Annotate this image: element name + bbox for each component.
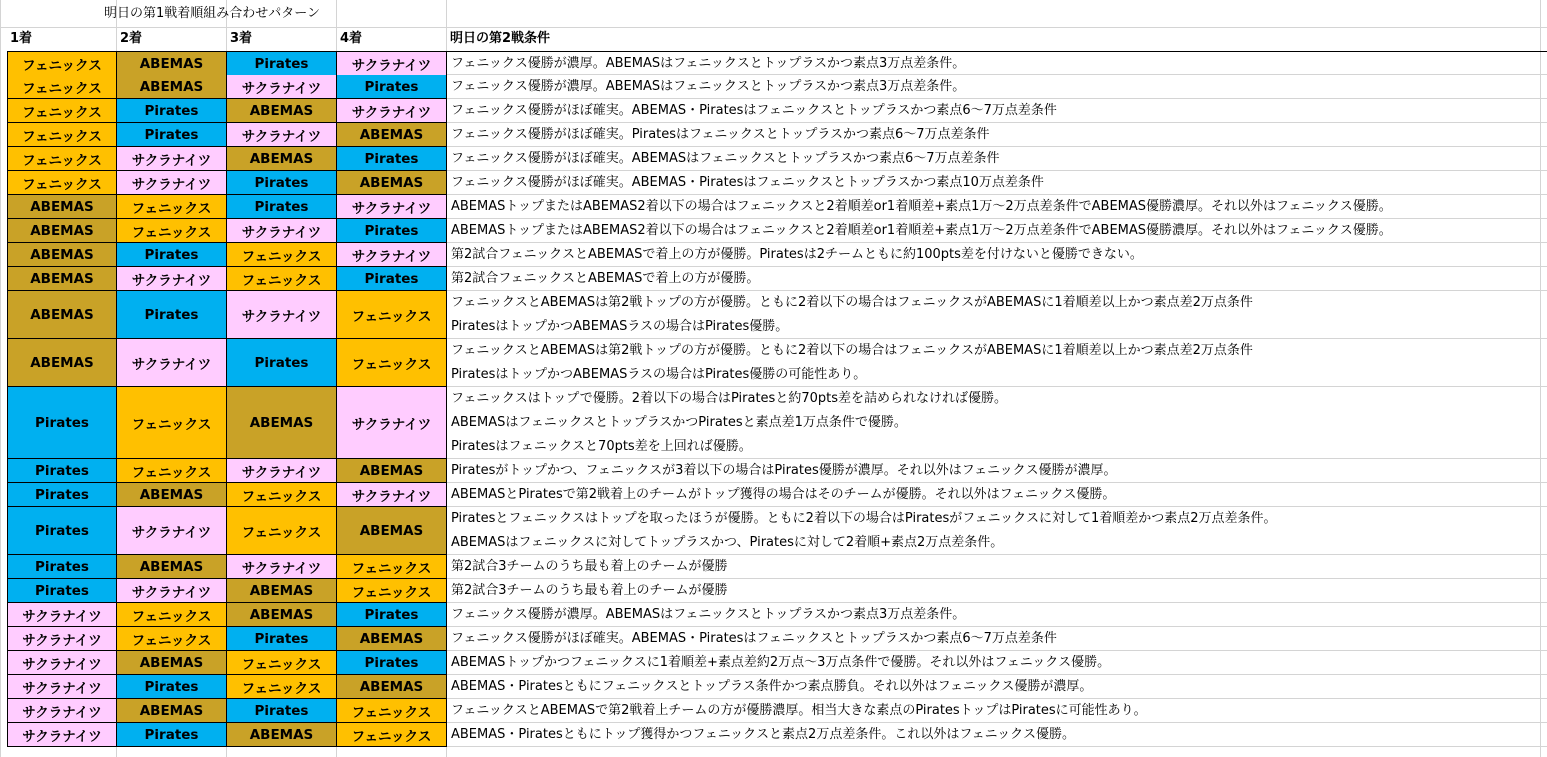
condition-cell[interactable] — [451, 123, 1547, 147]
condition-text: 第2試合フェニックスとABEMASで着上の方が優勝。Piratesは2チームともに約100pts差を付けないと優勝できない。 — [451, 247, 1143, 262]
team-cell[interactable]: フェニックス — [227, 507, 337, 555]
table-row — [7, 483, 1547, 507]
team-cell[interactable]: ABEMAS — [7, 243, 117, 267]
condition-cell[interactable] — [451, 483, 1547, 507]
header-conditions: 明日の第2戦条件 — [450, 31, 551, 46]
condition-cell[interactable] — [451, 579, 1547, 603]
gridline — [447, 74, 1547, 75]
condition-text: ABEMASトップまたはABEMAS2着以下の場合はフェニックスと2着順差or1着順差+素点1万～2万点差条件でABEMAS優勝濃厚。それ以外はフェニックス優勝。 — [451, 199, 1392, 214]
team-cell[interactable]: ABEMAS — [7, 291, 117, 339]
condition-text: ABEMAS・Piratesともにトップ獲得かつフェニックスと素点2万点差条件。これ以外はフェニックス優勝。 — [451, 727, 1076, 742]
condition-cell[interactable] — [451, 459, 1547, 483]
team-cell[interactable]: フェニックス — [117, 387, 227, 459]
team-cell[interactable]: サクラナイツ — [117, 267, 227, 291]
condition-text: ABEMASはフェニックスとトップラスかつPiratesと素点差1万点条件で優勝。 — [451, 415, 907, 430]
table-row — [7, 699, 1547, 723]
team-cell[interactable]: サクラナイツ — [337, 483, 447, 507]
team-cell[interactable]: サクラナイツ — [337, 52, 447, 76]
team-cell[interactable]: Pirates — [117, 99, 227, 123]
condition-text: PiratesはトップかつABEMASラスの場合はPirates優勝の可能性あり。 — [451, 367, 867, 382]
team-cell[interactable]: フェニックス — [117, 219, 227, 243]
team-cell[interactable]: サクラナイツ — [7, 603, 117, 627]
team-cell[interactable]: サクラナイツ — [117, 579, 227, 603]
table-row — [7, 723, 1547, 747]
condition-text: フェニックスとABEMASで第2戦着上チームの方が優勝濃厚。相当大きな素点のPiratesトップはPiratesに可能性あり。 — [451, 703, 1147, 718]
condition-text: PiratesはトップかつABEMASラスの場合はPirates優勝。 — [451, 319, 789, 334]
team-cell[interactable]: Pirates — [227, 339, 337, 387]
team-cell[interactable]: サクラナイツ — [117, 507, 227, 555]
team-cell[interactable]: フェニックス — [227, 675, 337, 699]
team-cell[interactable]: Pirates — [7, 387, 117, 459]
gridline — [447, 242, 1547, 243]
condition-cell[interactable] — [451, 267, 1547, 291]
team-cell[interactable]: Pirates — [7, 579, 117, 603]
condition-text: フェニックス優勝がほぼ確実。ABEMAS・Piratesはフェニックスとトップラスかつ素点10万点差条件 — [451, 175, 1044, 190]
condition-text: ABEMASはフェニックスに対してトップラスかつ、Piratesに対して2着順+素点2万点差条件。 — [451, 535, 1004, 550]
sheet-title: 明日の第1戦着順組み合わせパターン — [104, 6, 321, 21]
team-cell[interactable]: フェニックス — [337, 699, 447, 723]
team-cell[interactable]: サクラナイツ — [227, 75, 337, 99]
condition-text: フェニックス優勝がほぼ確実。ABEMAS・Piratesはフェニックスとトップラスかつ素点6～7万点差条件 — [451, 103, 1057, 118]
team-cell[interactable]: サクラナイツ — [227, 123, 337, 147]
team-cell[interactable]: サクラナイツ — [227, 459, 337, 483]
team-cell[interactable]: フェニックス — [7, 147, 117, 171]
gridline — [447, 746, 1547, 747]
team-cell[interactable]: サクラナイツ — [227, 219, 337, 243]
team-cell[interactable]: Pirates — [337, 603, 447, 627]
condition-cell[interactable] — [451, 75, 1547, 99]
condition-text: 第2試合フェニックスとABEMASで着上の方が優勝。 — [451, 271, 760, 286]
gridline — [447, 698, 1547, 699]
condition-cell[interactable] — [451, 339, 1547, 387]
condition-text: フェニックス優勝が濃厚。ABEMASはフェニックスとトップラスかつ素点3万点差条件。 — [451, 79, 966, 94]
table-row — [7, 75, 1547, 99]
condition-cell[interactable] — [451, 171, 1547, 195]
table-row — [7, 195, 1547, 219]
team-cell[interactable]: Pirates — [117, 123, 227, 147]
condition-text: ABEMAS・Piratesともにフェニックスとトップラス条件かつ素点勝負。それ以外はフェニックス優勝が濃厚。 — [451, 679, 1093, 694]
team-cell[interactable]: フェニックス — [117, 627, 227, 651]
table-row — [7, 51, 1547, 76]
team-cell[interactable]: フェニックス — [117, 459, 227, 483]
team-cell[interactable]: サクラナイツ — [7, 651, 117, 675]
gridline — [447, 122, 1547, 123]
team-cell[interactable]: フェニックス — [337, 555, 447, 579]
condition-cell[interactable] — [451, 147, 1547, 171]
gridline — [447, 338, 1547, 339]
table-row — [7, 675, 1547, 699]
condition-text: Piratesとフェニックスはトップを取ったほうが優勝。ともに2着以下の場合はPiratesがフェニックスに対して1着順差かつ素点2万点差条件。 — [451, 511, 1277, 526]
table-row — [7, 291, 1547, 339]
team-cell[interactable]: ABEMAS — [7, 219, 117, 243]
condition-cell[interactable] — [451, 627, 1547, 651]
condition-text: ABEMASトップまたはABEMAS2着以下の場合はフェニックスと2着順差or1着順差+素点1万～2万点差条件でABEMAS優勝濃厚。それ以外はフェニックス優勝。 — [451, 223, 1392, 238]
table-row — [7, 603, 1547, 627]
condition-cell[interactable] — [451, 507, 1547, 555]
team-cell[interactable]: フェニックス — [227, 267, 337, 291]
condition-cell[interactable] — [451, 219, 1547, 243]
team-cell[interactable]: Pirates — [337, 147, 447, 171]
team-cell[interactable]: ABEMAS — [227, 147, 337, 171]
team-cell[interactable]: Pirates — [7, 555, 117, 579]
gridline — [447, 602, 1547, 603]
team-cell[interactable]: サクラナイツ — [117, 147, 227, 171]
team-cell[interactable]: フェニックス — [337, 339, 447, 387]
gridline — [447, 170, 1547, 171]
table-row — [7, 267, 1547, 291]
table-row — [7, 555, 1547, 579]
gridline — [447, 674, 1547, 675]
team-cell[interactable]: ABEMAS — [7, 267, 117, 291]
team-cell[interactable]: サクラナイツ — [337, 243, 447, 267]
team-cell[interactable]: サクラナイツ — [337, 99, 447, 123]
team-cell[interactable]: サクラナイツ — [7, 723, 117, 747]
team-cell[interactable]: ABEMAS — [227, 99, 337, 123]
condition-cell[interactable] — [451, 723, 1547, 747]
condition-text: 第2試合3チームのうち最も着上のチームが優勝 — [451, 583, 728, 598]
table-row — [7, 507, 1547, 555]
gridline — [447, 290, 1547, 291]
team-cell[interactable]: Pirates — [117, 243, 227, 267]
condition-text: フェニックス優勝がほぼ確実。ABEMAS・Piratesはフェニックスとトップラスかつ素点6～7万点差条件 — [451, 631, 1057, 646]
condition-text: フェニックス優勝が濃厚。ABEMASはフェニックスとトップラスかつ素点3万点差条件。 — [451, 607, 966, 622]
condition-cell[interactable] — [451, 675, 1547, 699]
team-cell[interactable]: サクラナイツ — [7, 699, 117, 723]
team-cell[interactable]: Pirates — [337, 267, 447, 291]
team-cell[interactable]: Pirates — [227, 195, 337, 219]
table-row — [7, 387, 1547, 459]
team-cell[interactable]: ABEMAS — [7, 339, 117, 387]
team-cell[interactable]: ABEMAS — [117, 651, 227, 675]
condition-text: ABEMASトップかつフェニックスに1着順差+素点差約2万点～3万点条件で優勝。それ以外はフェニックス優勝。 — [451, 655, 1111, 670]
table-row — [7, 147, 1547, 171]
team-cell[interactable]: フェニックス — [7, 123, 117, 147]
condition-text: フェニックス優勝がほぼ確実。ABEMASはフェニックスとトップラスかつ素点6～7万点差条件 — [451, 151, 1000, 166]
condition-text: Piratesがトップかつ、フェニックスが3着以下の場合はPirates優勝が濃厚。それ以外はフェニックス優勝が濃厚。 — [451, 463, 1117, 478]
condition-cell[interactable] — [451, 651, 1547, 675]
team-cell[interactable]: ABEMAS — [117, 483, 227, 507]
table-row — [7, 243, 1547, 267]
team-cell[interactable]: サクラナイツ — [337, 387, 447, 459]
team-cell[interactable]: フェニックス — [7, 99, 117, 123]
condition-cell[interactable] — [451, 99, 1547, 123]
team-cell[interactable]: ABEMAS — [227, 387, 337, 459]
gridline — [447, 98, 1547, 99]
team-cell[interactable]: フェニックス — [7, 52, 117, 76]
table-row — [7, 627, 1547, 651]
team-cell[interactable]: ABEMAS — [227, 603, 337, 627]
team-cell[interactable]: Pirates — [7, 507, 117, 555]
condition-text: フェニックスとABEMASは第2戦トップの方が優勝。ともに2着以下の場合はフェニックスがABEMASに1着順差以上かつ素点差2万点条件 — [451, 295, 1253, 310]
team-cell[interactable]: フェニックス — [227, 651, 337, 675]
team-cell[interactable]: フェニックス — [227, 483, 337, 507]
table-row — [7, 171, 1547, 195]
team-cell[interactable]: サクラナイツ — [227, 555, 337, 579]
gridline — [447, 458, 1547, 459]
team-cell[interactable]: Pirates — [117, 291, 227, 339]
condition-cell[interactable] — [451, 603, 1547, 627]
header-4th: 4着 — [340, 31, 363, 46]
team-cell[interactable]: Pirates — [7, 483, 117, 507]
team-cell[interactable]: ABEMAS — [337, 507, 447, 555]
gridline — [447, 554, 1547, 555]
gridline — [447, 578, 1547, 579]
team-cell[interactable]: Pirates — [227, 52, 337, 76]
team-cell[interactable]: フェニックス — [227, 243, 337, 267]
table-row — [7, 123, 1547, 147]
condition-text: フェニックス優勝がほぼ確実。Piratesはフェニックスとトップラスかつ素点6～7万点差条件 — [451, 127, 990, 142]
gridline — [447, 482, 1547, 483]
team-cell[interactable]: Pirates — [337, 219, 447, 243]
team-cell[interactable]: ABEMAS — [227, 579, 337, 603]
condition-text: フェニックスはトップで優勝。2着以下の場合はPiratesと約70pts差を詰められなければ優勝。 — [451, 391, 1007, 406]
team-cell[interactable]: フェニックス — [337, 579, 447, 603]
condition-text: フェニックスとABEMASは第2戦トップの方が優勝。ともに2着以下の場合はフェニックスがABEMASに1着順差以上かつ素点差2万点条件 — [451, 343, 1253, 358]
condition-text: Piratesはフェニックスと70pts差を上回れば優勝。 — [451, 439, 752, 454]
condition-cell[interactable] — [451, 195, 1547, 219]
table-row — [7, 99, 1547, 123]
table-row — [7, 579, 1547, 603]
team-cell[interactable]: ABEMAS — [337, 171, 447, 195]
gridline — [447, 194, 1547, 195]
team-cell[interactable]: ABEMAS — [337, 675, 447, 699]
team-cell[interactable]: Pirates — [227, 171, 337, 195]
table-row — [7, 219, 1547, 243]
condition-cell[interactable] — [451, 243, 1547, 267]
team-cell[interactable]: Pirates — [227, 627, 337, 651]
team-cell[interactable]: ABEMAS — [117, 75, 227, 99]
team-cell[interactable]: サクラナイツ — [7, 675, 117, 699]
team-cell[interactable]: ABEMAS — [117, 52, 227, 76]
team-cell[interactable]: フェニックス — [337, 291, 447, 339]
condition-cell[interactable] — [451, 387, 1547, 459]
table-row — [7, 459, 1547, 483]
condition-text: 第2試合3チームのうち最も着上のチームが優勝 — [451, 559, 728, 574]
team-cell[interactable]: フェニックス — [7, 171, 117, 195]
team-cell[interactable]: Pirates — [337, 75, 447, 99]
team-cell[interactable]: Pirates — [227, 699, 337, 723]
team-cell[interactable]: サクラナイツ — [117, 171, 227, 195]
gridline — [447, 386, 1547, 387]
team-cell[interactable]: サクラナイツ — [337, 195, 447, 219]
gridline — [447, 722, 1547, 723]
team-cell[interactable]: ABEMAS — [337, 459, 447, 483]
team-cell[interactable]: フェニックス — [117, 195, 227, 219]
condition-cell[interactable] — [451, 52, 1547, 76]
gridline — [447, 218, 1547, 219]
table-row — [7, 339, 1547, 387]
team-cell[interactable]: フェニックス — [337, 723, 447, 747]
gridline — [447, 650, 1547, 651]
table-row — [7, 651, 1547, 675]
team-cell[interactable]: サクラナイツ — [7, 627, 117, 651]
team-cell[interactable]: ABEMAS — [117, 555, 227, 579]
condition-text: ABEMASとPiratesで第2戦着上のチームがトップ獲得の場合はそのチームが優勝。それ以外はフェニックス優勝。 — [451, 487, 1116, 502]
team-cell[interactable]: フェニックス — [7, 75, 117, 99]
team-cell[interactable]: ABEMAS — [337, 627, 447, 651]
team-cell[interactable]: ABEMAS — [117, 699, 227, 723]
gridline — [447, 146, 1547, 147]
team-cell[interactable]: ABEMAS — [227, 723, 337, 747]
condition-text: フェニックス優勝が濃厚。ABEMASはフェニックスとトップラスかつ素点3万点差条件。 — [451, 56, 966, 71]
condition-cell[interactable] — [451, 555, 1547, 579]
condition-cell[interactable] — [451, 699, 1547, 723]
team-cell[interactable]: ABEMAS — [337, 123, 447, 147]
header-3rd: 3着 — [230, 31, 253, 46]
team-cell[interactable]: Pirates — [7, 459, 117, 483]
team-cell[interactable]: フェニックス — [117, 603, 227, 627]
header-1st: 1着 — [10, 31, 33, 46]
header-2nd: 2着 — [120, 31, 143, 46]
team-cell[interactable]: Pirates — [337, 651, 447, 675]
condition-cell[interactable] — [451, 291, 1547, 339]
gridline — [447, 626, 1547, 627]
team-cell[interactable]: Pirates — [117, 675, 227, 699]
gridline — [447, 506, 1547, 507]
gridline — [447, 266, 1547, 267]
team-cell[interactable]: サクラナイツ — [227, 291, 337, 339]
team-cell[interactable]: サクラナイツ — [117, 339, 227, 387]
team-cell[interactable]: Pirates — [117, 723, 227, 747]
team-cell[interactable]: ABEMAS — [7, 195, 117, 219]
